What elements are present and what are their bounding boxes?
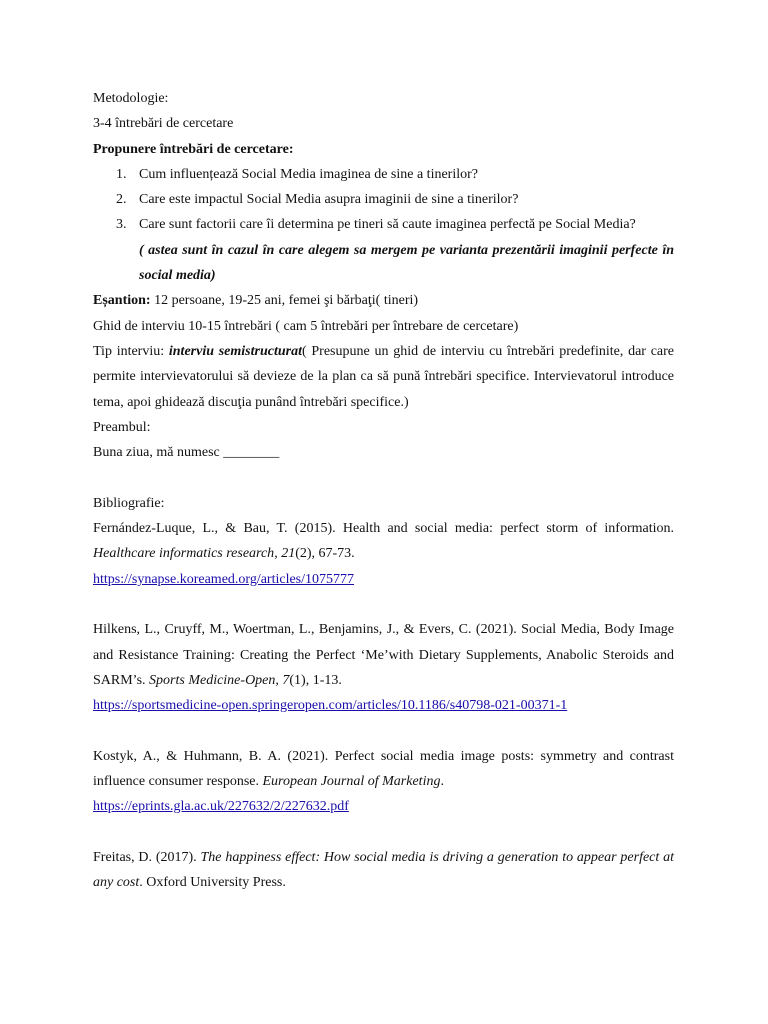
book-title: The happiness effect: How social media is driving a generation to appear perfect at any cost	[93, 849, 674, 891]
reference-link[interactable]: https://sportsmedicine-open.springeropen.com/articles/10.1186/s40798-021-00371-1	[93, 698, 568, 714]
list-item	[93, 212, 674, 237]
list-item	[93, 162, 674, 187]
reference-entry	[93, 744, 674, 820]
reference-citation: Hilkens, L., Cruyff, M., Woertman, L., Benjamins, J., & Evers, C. (2021). Social Media, Body Image and Resistance Training: Creating the Perfect ‘Me’with Dietary Supplements, Anabolic Steroids and SARM’s. Sports Medicine-Open, 7(1), 1-13.	[93, 622, 674, 688]
reference-link[interactable]: https://eprints.gla.ac.uk/227632/2/227632.pdf	[93, 799, 349, 815]
greeting-line: Buna ziua, mă numesc ________	[93, 445, 280, 461]
interview-guide-line: Ghid de interviu 10-15 întrebări ( cam 5 întrebări per întrebare de cercetare)	[93, 318, 519, 334]
sample-line	[93, 288, 674, 313]
research-questions-heading: Propunere întrebări de cercetare:	[93, 141, 294, 157]
sample-label: Eșantion:	[93, 293, 151, 309]
reference-citation: Fernández-Luque, L., & Bau, T. (2015). Health and social media: perfect storm of information. Healthcare informatics research, 21(2), 67-73.	[93, 521, 674, 562]
preamble-heading: Preambul:	[93, 419, 151, 435]
bibliography-heading: Bibliografie:	[93, 495, 165, 511]
reference-citation: Freitas, D. (2017). The happiness effect: How social media is driving a generation to appear perfect at any cost. Oxford University Press.	[93, 849, 674, 891]
list-number: 3.	[116, 217, 127, 233]
journal-title: Healthcare informatics research	[93, 546, 275, 562]
interview-type-description: ( Presupune un ghid de interviu cu întrebări predefinite, dar care permite intervievatorului să devieze de la plan ca să pună întrebări specifice. Intervievatorul introduce tema, apoi ghidează discuţia punând întrebări specifice.)	[93, 343, 674, 410]
question-text: Cum influențează Social Media imaginea de sine a tinerilor?	[139, 166, 478, 182]
reference-entry	[93, 617, 674, 718]
reference-entry	[93, 845, 674, 896]
question-text: Care sunt factorii care îi determina pe tineri să caute imaginea perfectă pe Social Media?	[139, 217, 636, 233]
list-number: 2.	[116, 192, 127, 208]
journal-title: European Journal of Marketing	[262, 774, 441, 790]
journal-volume: 7	[282, 672, 290, 688]
reference-link[interactable]: https://synapse.koreamed.org/articles/1075777	[93, 571, 355, 587]
reference-entry	[93, 516, 674, 592]
questions-count-line: 3-4 întrebări de cercetare	[93, 116, 234, 132]
interview-type-label: Tip interviu:	[93, 343, 169, 359]
interview-type-paragraph	[93, 339, 674, 415]
methodology-heading: Metodologie:	[93, 91, 169, 106]
interview-type-value: interviu semistructurat	[168, 343, 302, 359]
list-item	[93, 187, 674, 212]
journal-volume: 21	[281, 546, 296, 562]
research-questions-list	[93, 162, 674, 238]
scenario-note: ( astea sunt în cazul în care alegem sa mergem pe varianta prezentării imaginii perfecte în social media)	[139, 242, 674, 284]
journal-title: Sports Medicine-Open	[149, 672, 276, 688]
list-number: 1.	[116, 166, 127, 182]
reference-citation: Kostyk, A., & Huhmann, B. A. (2021). Perfect social media image posts: symmetry and contrast influence consumer response. European Journal of Marketing.	[93, 748, 674, 790]
sample-text: 12 persoane, 19-25 ani, femei şi bărbaţi( tineri)	[150, 293, 419, 309]
question-text: Care este impactul Social Media asupra imaginii de sine a tinerilor?	[139, 192, 519, 208]
